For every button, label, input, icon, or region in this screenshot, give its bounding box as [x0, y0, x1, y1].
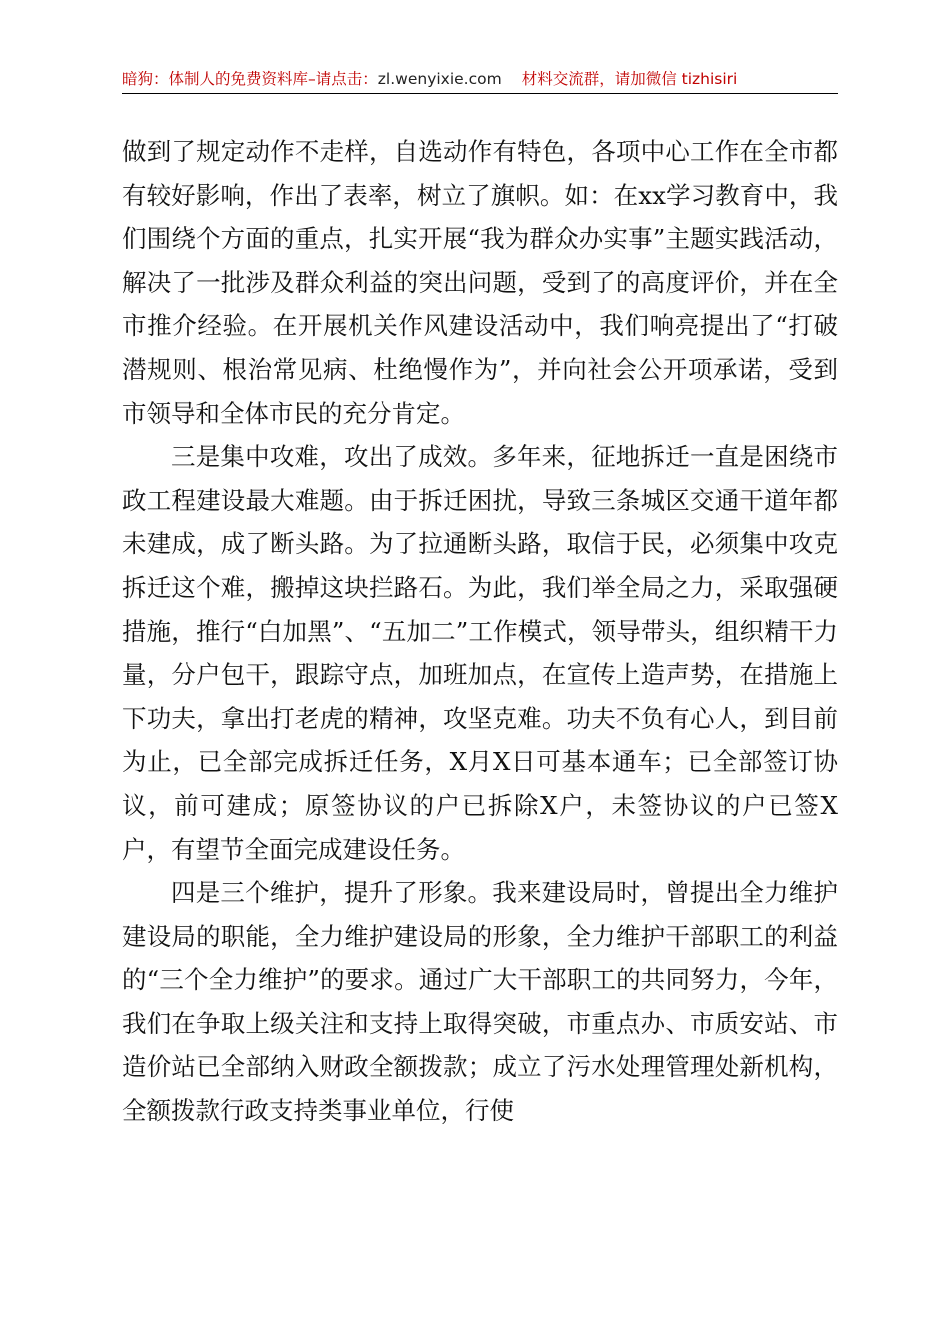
header-site-link[interactable]: zl.wenyixie.com [377, 70, 502, 88]
paragraph-continuation: 做到了规定动作不走样，自选动作有特色，各项中心工作在全市都有较好影响，作出了表率，树立了旗帜。如：在xx学习教育中，我们围绕个方面的重点，扎实开展“我为群众办实事”主题实践活动，解决了一批涉及群众利益的突出问题，受到了的高度评价，并在全市推介经验。在开展机关作风建设活动中，我们响亮提出了“打破潜规则、根治常见病、杜绝慢作为”，并向社会公开项承诺，受到市领导和全体市民的充分肯定。 [122, 137, 838, 428]
header-divider [122, 93, 838, 94]
document-body [122, 130, 838, 1133]
header-group-note: 材料交流群，请加微信 tizhisiri [521, 70, 738, 88]
header-click-prompt: –请点击： [308, 70, 378, 88]
page-header [122, 64, 838, 94]
paragraph-section-three: 三是集中攻难，攻出了成效。多年来，征地拆迁一直是困绕市政工程建设最大难题。由于拆迁困扰，导致三条城区交通干道年都未建成，成了断头路。为了拉通断头路，取信于民，必须集中攻克拆迁这个难，搬掉这块拦路石。为此，我们举全局之力，采取强硬措施，推行“白加黑”、“五加二”工作模式，领导带头，组织精干力量，分户包干，跟踪守点，加班加点，在宣传上造声势，在措施上下功夫，拿出打老虎的精神，攻坚克难。功夫不负有心人，到目前为止，已全部完成拆迁任务，X月X日可基本通车；已全部签订协议，前可建成；原签协议的户已拆除X户，未签协议的户已签X户，有望节全面完成建设任务。 [122, 442, 838, 864]
paragraph-section-four: 四是三个维护，提升了形象。我来建设局时，曾提出全力维护建设局的职能，全力维护建设局的形象，全力维护干部职工的利益的“三个全力维护”的要求。通过广大干部职工的共同努力，今年，我们在争取上级关注和支持上取得突破，市重点办、市质安站、市造价站已全部纳入财政全额拨款；成立了污水处理管理处新机构，全额拨款行政支持类事业单位，行使 [122, 878, 838, 1126]
header-title: 暗狗：体制人的免费资料库 [122, 70, 309, 88]
